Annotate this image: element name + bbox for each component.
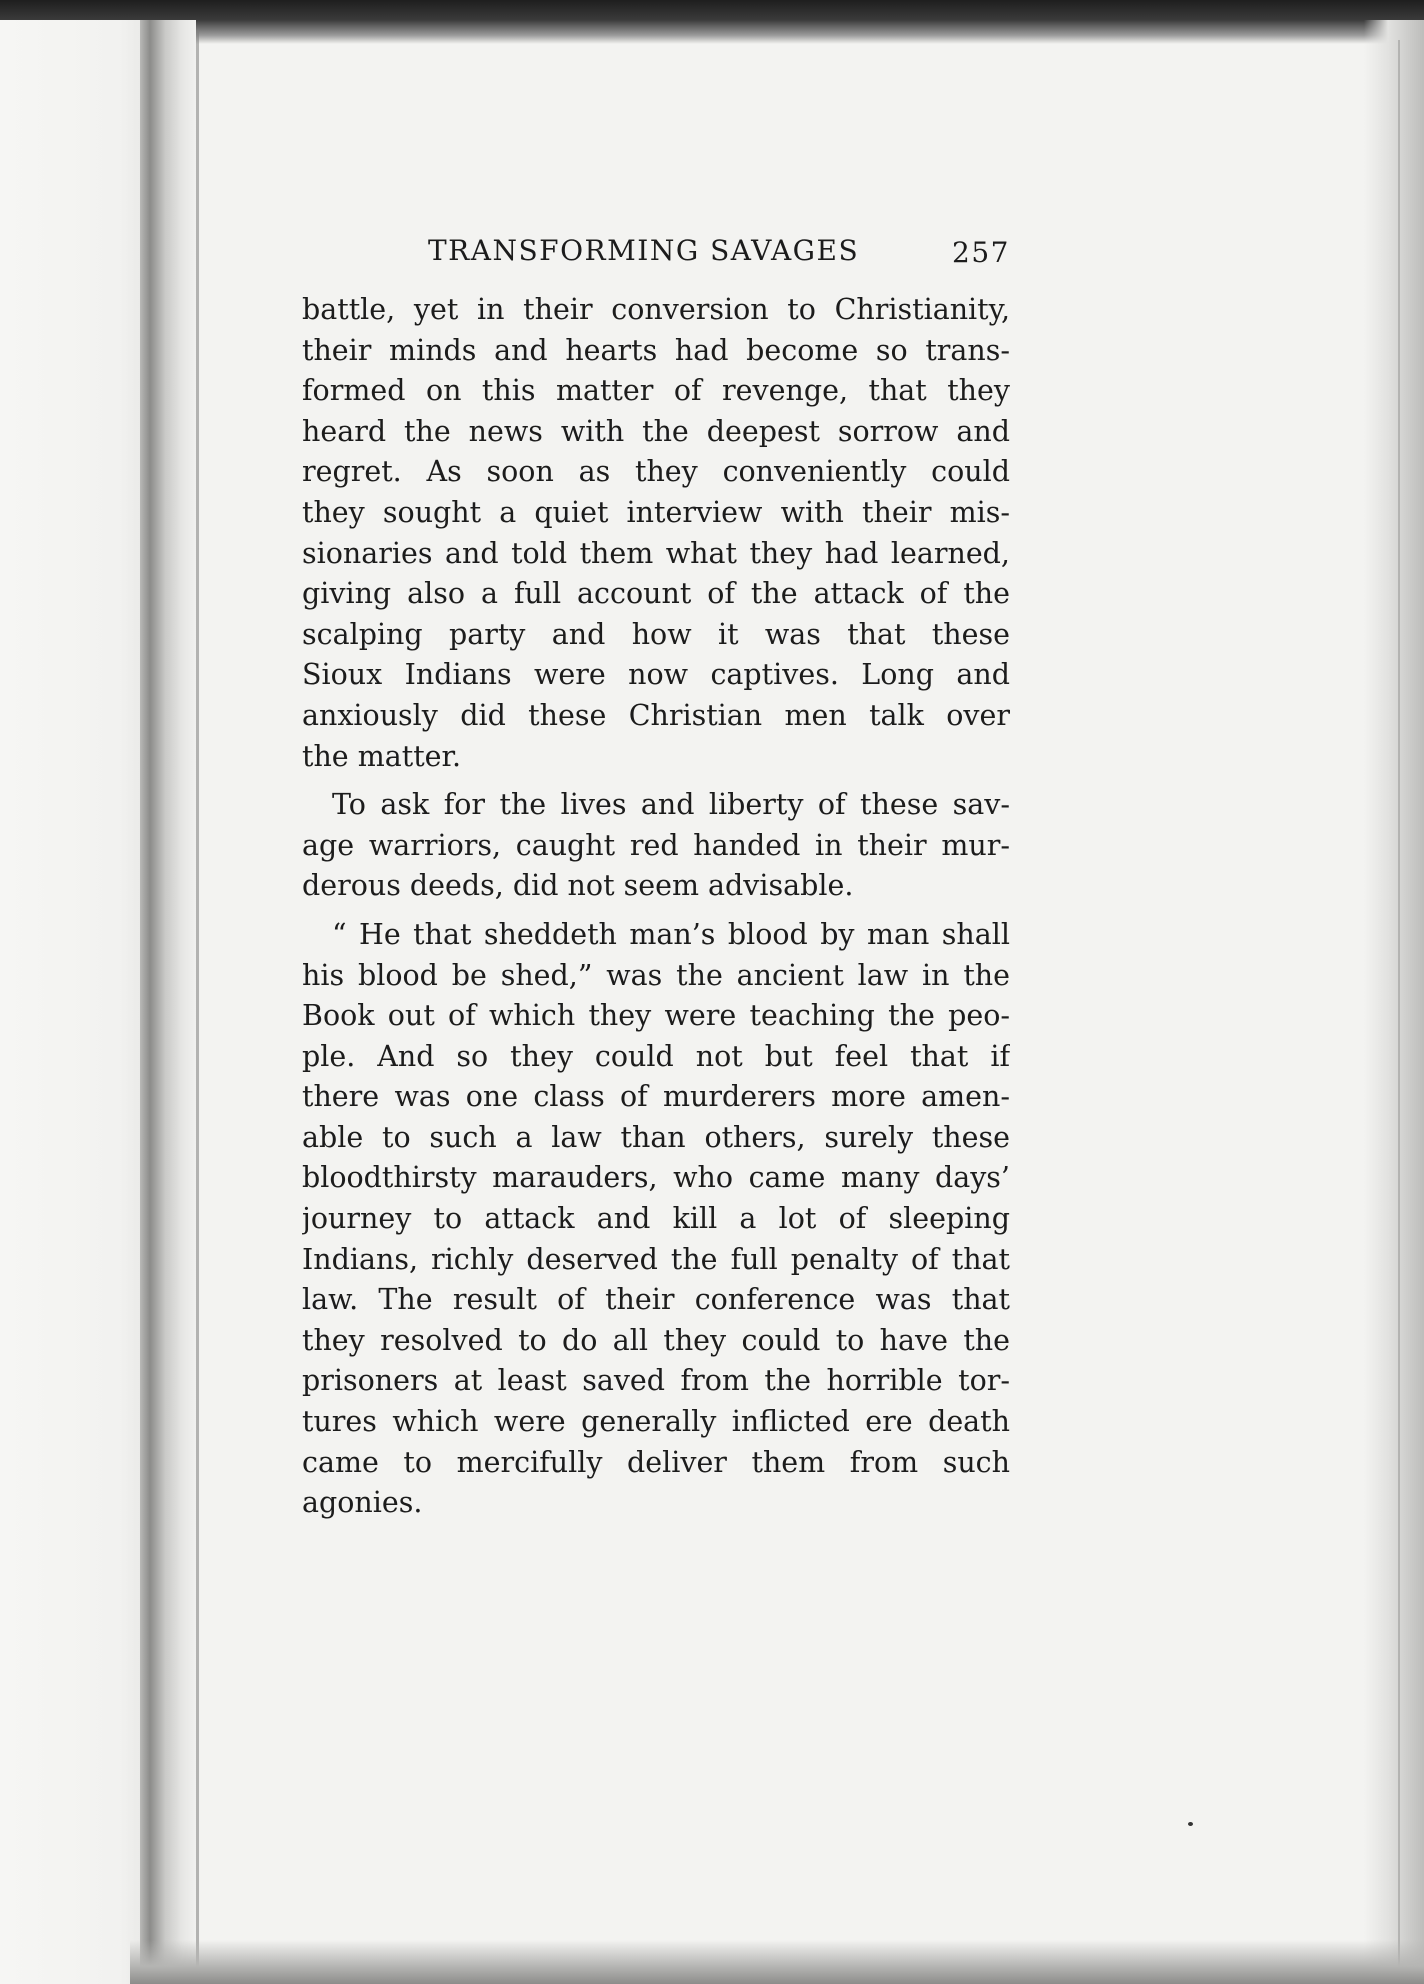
text-line: “ He that sheddeth man’s blood by man shall: [332, 917, 1010, 951]
text-line: his blood be shed,” was the ancient law in the: [302, 958, 1010, 992]
text-line: came to mercifully deliver them from such: [302, 1445, 1010, 1479]
text-line: heard the news with the deepest sorrow and: [302, 414, 1010, 448]
text-line: formed on this matter of revenge, that they: [302, 374, 1010, 408]
text-line: derous deeds, did not seem advisable.: [302, 869, 854, 903]
text-line: regret. As soon as they conveniently could: [302, 455, 1010, 489]
ink-speck: [1188, 1822, 1193, 1826]
text-line: scalping party and how it was that these: [302, 617, 1010, 651]
text-line: tures which were generally inflicted ere death: [302, 1405, 1010, 1439]
book-page: [302, 234, 1010, 1524]
scan-bottom-shadow: [130, 1940, 1424, 1984]
text-line: Indians, richly deserved the full penalty of that: [302, 1242, 1010, 1276]
book-gutter: [140, 20, 196, 1984]
paragraph-3: [302, 915, 1010, 1524]
running-head: [302, 234, 1010, 278]
text-line: prisoners at least saved from the horrible tor-: [302, 1364, 1010, 1398]
text-line: Book out of which they were teaching the peo-: [302, 999, 1010, 1033]
text-line: there was one class of murderers more amen-: [302, 1080, 1010, 1114]
gutter-fold-line: [196, 30, 199, 1984]
text-line: they sought a quiet interview with their mis-: [302, 495, 1010, 529]
text-line: journey to attack and kill a lot of sleeping: [302, 1202, 1010, 1236]
paragraph-1: [302, 290, 1010, 777]
facing-page-edge: [0, 20, 148, 1984]
text-line: sionaries and told them what they had learned,: [302, 536, 1010, 570]
text-line: anxiously did these Christian men talk over: [302, 698, 1010, 732]
text-line: the matter.: [302, 739, 462, 773]
text-line: law. The result of their conference was that: [302, 1283, 1010, 1317]
text-line: able to such a law than others, surely these: [302, 1120, 1010, 1154]
text-line: giving also a full account of the attack of the: [302, 577, 1010, 611]
text-line: To ask for the lives and liberty of these sav-: [332, 788, 1010, 822]
scan-top-shadow: [0, 0, 1424, 44]
page-right-edge: [1364, 20, 1424, 1984]
body-text: [302, 290, 1010, 1524]
text-line: their minds and hearts had become so trans-: [302, 333, 1010, 367]
page-number: 257: [952, 236, 1010, 269]
text-line: bloodthirsty marauders, who came many days’: [302, 1161, 1010, 1195]
text-line: Sioux Indians were now captives. Long and: [302, 658, 1010, 692]
text-line: age warriors, caught red handed in their mur-: [302, 828, 1010, 862]
text-line: battle, yet in their conversion to Christianity,: [302, 293, 1010, 326]
text-line: ple. And so they could not but feel that if: [302, 1039, 1010, 1073]
page-edge-line: [1398, 40, 1400, 1970]
text-line: agonies.: [302, 1486, 423, 1520]
text-line: they resolved to do all they could to have the: [302, 1323, 1010, 1357]
running-title: TRANSFORMING SAVAGES: [428, 234, 860, 267]
paragraph-2: [302, 785, 1010, 907]
